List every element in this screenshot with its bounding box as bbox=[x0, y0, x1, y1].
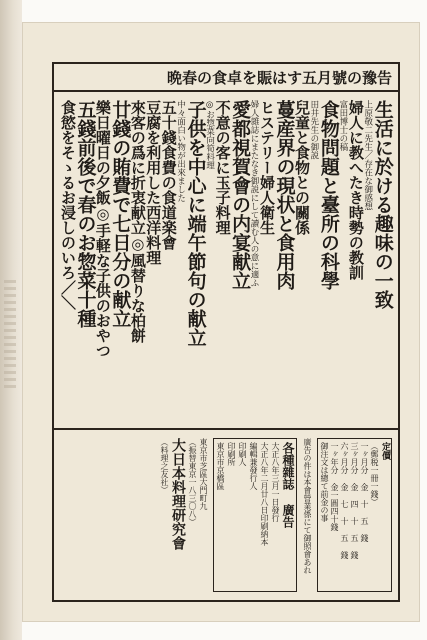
toc-title: 廿錢の賄費で七日分の献立 bbox=[109, 100, 132, 328]
toc-title: 五錢前後で春のお惣菜十種 bbox=[74, 100, 97, 328]
bleed-through-text bbox=[4, 280, 16, 390]
publisher-tel: （振替東京一八三〇八） bbox=[188, 438, 197, 526]
toc-note: 中々面白い物が出來ました bbox=[175, 100, 186, 202]
toc-entry bbox=[338, 100, 363, 420]
toc-title: 五十錢食費の食道楽會 bbox=[159, 100, 178, 250]
toc-entry bbox=[363, 100, 392, 420]
toc-section bbox=[54, 92, 398, 430]
price-row: 一ヶ年分 金一圓四十錢 bbox=[330, 442, 339, 531]
scan-left-edge bbox=[0, 0, 22, 640]
ad-line: 印刷所 bbox=[227, 442, 236, 466]
toc-entry bbox=[60, 100, 75, 420]
toc-note: ◎お惣菜向筍料理 bbox=[204, 100, 215, 170]
ad-line: 大正八年三月一日發行 bbox=[271, 442, 280, 522]
publisher-block bbox=[160, 438, 207, 592]
toc-entry bbox=[205, 100, 230, 420]
price-row: 三ヶ月分 金 四 十 五 錢 bbox=[350, 442, 359, 559]
toc-title: 來客の爲に折衷献立◎風替りな柏餅 bbox=[128, 100, 147, 343]
toc-title: 蔓産界の現状と食用肉 bbox=[273, 100, 296, 290]
toc-entry bbox=[130, 100, 145, 420]
ad-line: 編輯兼發行人 bbox=[249, 442, 258, 490]
toc-title: 愛都視賀會の内宴献立 bbox=[229, 100, 252, 290]
price-note: （郵税一冊一錢） bbox=[370, 442, 379, 506]
toc-title: 婦人に教へたき時勢の教訓 bbox=[346, 100, 365, 280]
ad-line: 印刷人 bbox=[238, 442, 247, 466]
ad-title: 各種雜誌 廣告 bbox=[281, 442, 295, 528]
price-row: 一ヶ月分 金 十 五 錢 bbox=[360, 442, 369, 542]
toc-note: 田井先生の御説 bbox=[308, 100, 319, 160]
publisher-name: 大日本料理研究會 bbox=[170, 438, 186, 550]
toc-title: 樂日曜日の夕飯◎手軽な子供のおやつ bbox=[93, 100, 112, 358]
colophon-section bbox=[54, 430, 398, 600]
price-box bbox=[317, 438, 392, 592]
toc-title: 豆腐を利用した西洋料理 bbox=[144, 100, 163, 265]
toc-entry bbox=[273, 100, 296, 420]
toc-note: 富田博士の稿 bbox=[337, 100, 348, 151]
toc-title: 食物問題と臺所の科學 bbox=[317, 100, 340, 290]
toc-entry bbox=[109, 100, 132, 420]
notice-text: 廣告の件は本會營業係にて御照會あれ bbox=[303, 438, 312, 574]
advertisement-frame bbox=[52, 62, 400, 602]
toc-title: 不意の客に玉子料理 bbox=[213, 100, 232, 235]
publisher-address: 東京市芝區大門町九 bbox=[199, 438, 208, 510]
toc-title: 食慾をそゝるお浸しのいろ／＼ bbox=[59, 100, 77, 310]
toc-note: 婦人雜誌にまたなき御説にして讀む人の意に適ふ bbox=[249, 100, 260, 287]
price-row: 御注文は總て前金の事 bbox=[320, 442, 329, 522]
toc-entry bbox=[144, 100, 163, 420]
publisher-sub: （料理之友社） bbox=[160, 438, 169, 494]
ad-line: 大正八年二月廿八日印刷納本 bbox=[260, 442, 269, 546]
ad-box bbox=[213, 438, 297, 592]
ad-line: 東京市京橋區 bbox=[216, 442, 225, 490]
toc-title: 子供を中心に端午節句の献立 bbox=[184, 100, 207, 347]
toc-title: ヒステリー婦人衛生 bbox=[258, 100, 277, 235]
header-bar bbox=[54, 64, 398, 92]
toc-entry bbox=[229, 100, 252, 420]
toc-entry bbox=[309, 100, 338, 420]
price-row: 六ヶ月分 金 七 十 五 錢 bbox=[340, 442, 349, 559]
toc-title: 生活に於ける趣味の一致 bbox=[371, 100, 394, 309]
toc-title: 兒童と食物との關係 bbox=[292, 100, 311, 235]
toc-entry bbox=[294, 100, 309, 420]
toc-entry bbox=[74, 100, 97, 420]
price-label: 定價 bbox=[380, 442, 390, 460]
header-title: 晩春の食卓を賑はす五月號の豫告 bbox=[166, 68, 392, 87]
toc-entry bbox=[95, 100, 110, 420]
toc-columns bbox=[60, 100, 392, 420]
toc-note: 上原敬二先生／存在な御感想 bbox=[362, 100, 373, 211]
colophon-strip bbox=[60, 438, 392, 592]
toc-entry bbox=[176, 100, 205, 420]
toc-entry bbox=[161, 100, 176, 420]
toc-entry bbox=[250, 100, 275, 420]
magazine-page bbox=[22, 22, 420, 622]
